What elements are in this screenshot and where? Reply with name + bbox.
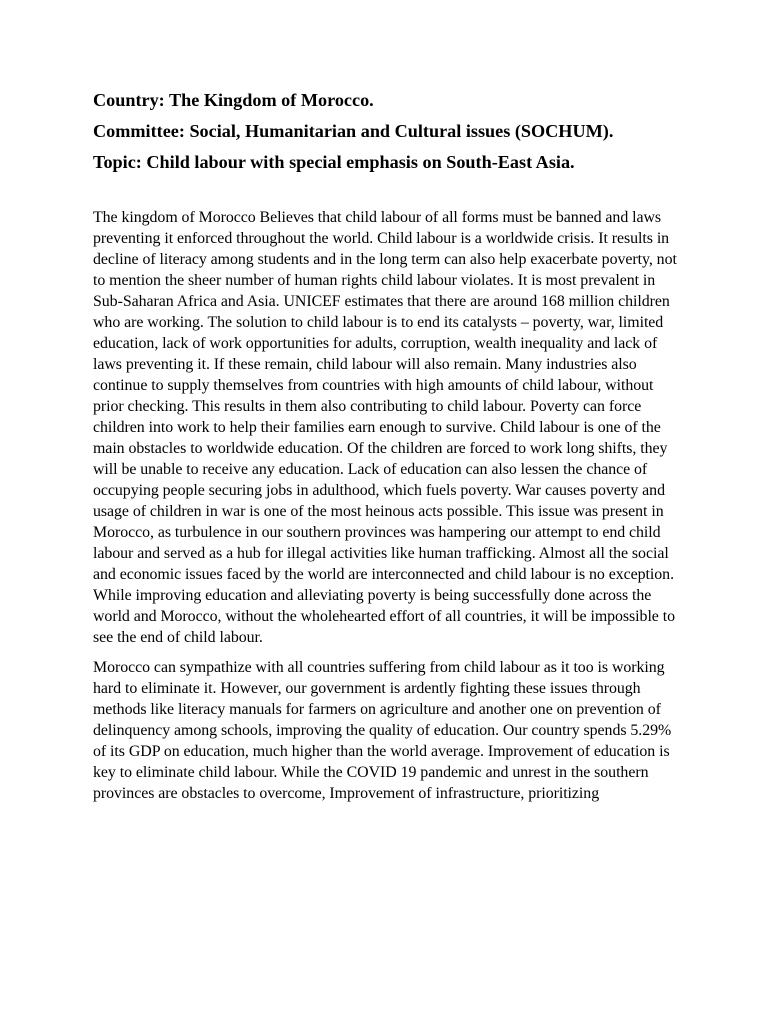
paragraph-1: The kingdom of Morocco Believes that child labour of all forms must be banned and laws preventing it enforced throughout the world. Child labour is a worldwide crisis. It results in decline of literacy among students and in the long term can also help exacerbate poverty, not to mention the sheer number of human rights child labour violates. It is most prevalent in Sub-Saharan Africa and Asia. UNICEF estimates that there are around 168 million children who are working. The solution to child labour is to end its catalysts – poverty, war, limited education, lack of work opportunities for adults, corruption, wealth inequality and lack of laws preventing it. If these remain, child labour will also remain. Many industries also continue to supply themselves from countries with high amounts of child labour, without prior checking. This results in them also contributing to child labour. Poverty can force children into work to help their families earn enough to survive. Child labour is one of the main obstacles to worldwide education. Of the children are forced to work long shifts, they will be unable to receive any education. Lack of education can also lessen the chance of occupying people securing jobs in adulthood, which fuels poverty. War causes poverty and usage of children in war is one of the most heinous acts possible. This issue was present in Morocco, as turbulence in our southern provinces was hampering our attempt to end child labour and served as a hub for illegal activities like human trafficking. Almost all the social and economic issues faced by the world are interconnected and child labour is no exception. While improving education and alleviating poverty is being successfully done across the world and Morocco, without the wholehearted effort of all countries, it will be impossible to see the end of child labour. [93,209,677,646]
document-page [93,89,678,813]
topic-heading: Topic: Child labour with special emphasis on South-East Asia. [93,152,575,172]
country-heading: Country: The Kingdom of Morocco. [93,90,374,110]
paragraph-2: Morocco can sympathize with all countries suffering from child labour as it too is working hard to eliminate it. However, our government is ardently fighting these issues through methods like literacy manuals for farmers on agriculture and another one on prevention of delinquency among schools, improving the quality of education. Our country spends 5.29% of its GDP on education, much higher than the world average. Improvement of education is key to eliminate child labour. While the COVID 19 pandemic and unrest in the southern provinces are obstacles to overcome, Improvement of infrastructure, prioritizing [93,659,672,802]
committee-heading: Committee: Social, Humanitarian and Cultural issues (SOCHUM). [93,121,614,141]
document-body [93,207,678,804]
